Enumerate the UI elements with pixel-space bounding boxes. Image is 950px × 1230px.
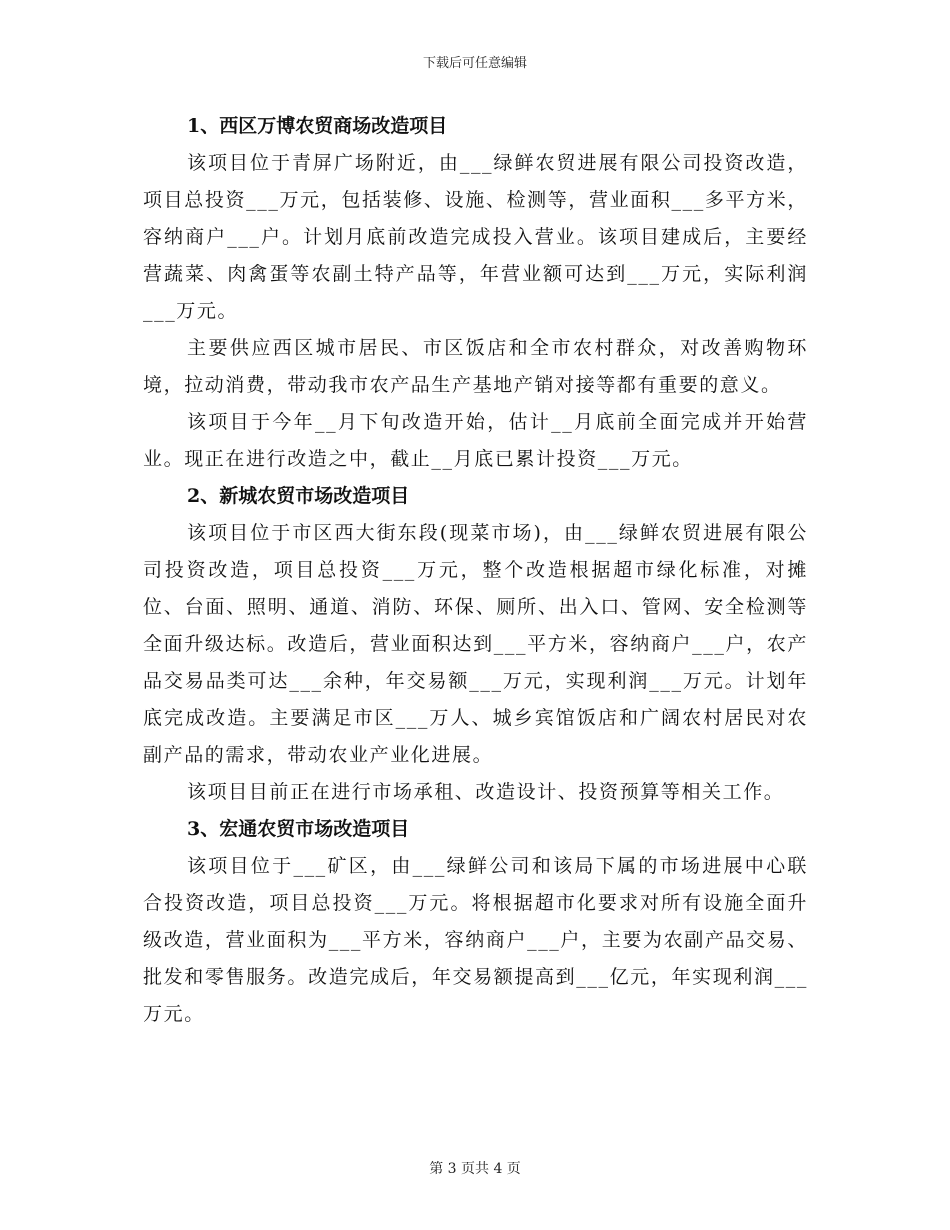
section-3-paragraph-1: 该项目位于___矿区，由___绿鲜公司和该局下属的市场进展中心联合投资改造，项目总投资___万元。将根据超市化要求对所有设施全面升级改造，营业面积为___平方米，容纳商户___户，主要为农副产品交易、批发和零售服务。改造完成后，年交易额提高到___亿元，年实现利润___万元。 bbox=[143, 855, 808, 1025]
section-2-title: 2、新城农贸市场改造项目 bbox=[187, 485, 410, 507]
section-2-paragraph-2: 该项目目前正在进行市场承租、改造设计、投资预算等相关工作。 bbox=[187, 781, 785, 803]
section-1-paragraph-2: 主要供应西区城市居民、市区饭店和全市农村群众，对改善购物环境，拉动消费，带动我市农产品生产基地产销对接等都有重要的意义。 bbox=[143, 337, 808, 396]
section-1-paragraph-3: 该项目于今年__月下旬改造开始，估计__月底前全面完成并开始营业。现正在进行改造之中，截止__月底已累计投资___万元。 bbox=[143, 411, 808, 470]
page-header: 下载后可任意编辑 bbox=[422, 56, 527, 71]
document-body bbox=[143, 108, 808, 1033]
section-3-title: 3、宏通农贸市场改造项目 bbox=[187, 818, 410, 840]
section-1-title: 1、西区万博农贸商场改造项目 bbox=[187, 115, 448, 137]
section-1-paragraph-1: 该项目位于青屏广场附近，由___绿鲜农贸进展有限公司投资改造，项目总投资___万元，包括装修、设施、检测等，营业面积___多平方米，容纳商户___户。计划月底前改造完成投入营业。该项目建成后，主要经营蔬菜、肉禽蛋等农副土特产品等，年营业额可达到___万元，实际利润___万元。 bbox=[143, 152, 808, 322]
section-2-paragraph-1: 该项目位于市区西大街东段(现菜市场)，由___绿鲜农贸进展有限公司投资改造，项目总投资___万元，整个改造根据超市绿化标准，对摊位、台面、照明、通道、消防、环保、厕所、出入口、管网、安全检测等全面升级达标。改造后，营业面积达到___平方米，容纳商户___户，农产品交易品类可达___余种，年交易额___万元，实现利润___万元。计划年底完成改造。主要满足市区___万人、城乡宾馆饭店和广阔农村居民对农副产品的需求，带动农业产业化进展。 bbox=[143, 522, 808, 766]
page-footer: 第 3 页共 4 页 bbox=[429, 1161, 521, 1177]
